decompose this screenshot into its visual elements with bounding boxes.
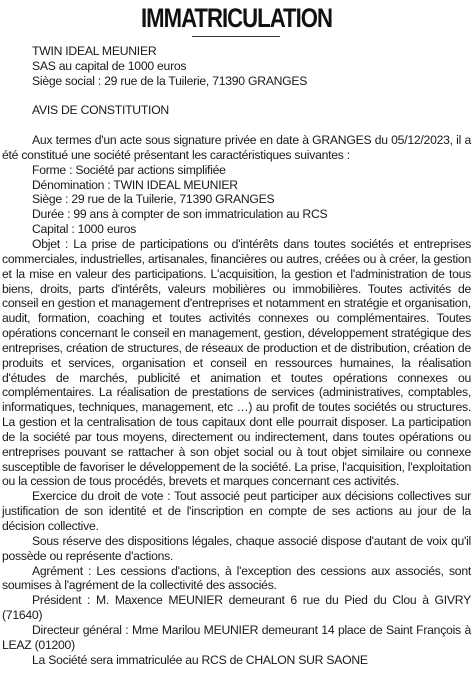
- title-underline: [192, 36, 280, 37]
- field-forme: Forme : Société par actions simplifiée: [32, 162, 226, 177]
- company-name: TWIN IDEAL MEUNIER: [32, 44, 157, 58]
- company-siege: Siège social : 29 rue de la Tuilerie, 71390 GRANGES: [32, 73, 308, 88]
- directeur-paragraph: Directeur général : Mme Marilou MEUNIER demeurant 14 place de Saint François à LEAZ (01200): [2, 622, 471, 652]
- immatriculation-paragraph: La Société sera immatriculée au RCS de CHALON SUR SAONE: [32, 652, 368, 667]
- spacer: [2, 89, 471, 104]
- company-capital: SAS au capital de 1000 euros: [32, 58, 187, 73]
- president-paragraph: Président : M. Maxence MEUNIER demeurant 6 rue du Pied du Clou à GIVRY (71640): [2, 593, 471, 623]
- notice-type: AVIS DE CONSTITUTION: [32, 103, 169, 118]
- objet-paragraph: Objet : La prise de participations ou d'intérêts dans toutes sociétés et entreprises commerciales, industrielles, artisanales, financières ou autres, créées ou à créer, la gestion et la mise en valeur des participations. L'acquisition, la gestion et l'administration de tous biens, droits, parts d'intérêts, valeurs mobilières ou immobilières. Toutes activités de conseil en gestion et management d'entreprises et notamment en stratégie et organisation, audit, formation, coaching et toutes activités connexes ou complémentaires. Toutes opérations concernant le conseil en management, gestion, développement stratégique des entreprises, création de structures, de réseaux de production et de distribution, création de produits et services, organisation et conseil en ressources humaines, la réalisation d'études de marchés, publicité et animation et toutes opérations connexes ou complémentaires. La réalisation de prestations de services (administratives, comptables, informatiques, techniques, management, etc …) au profit de toutes sociétés ou structures. La gestion et la centralisation de tous capitaux dont elle pourrait disposer. La participation de la société par tous moyens, directement ou indirectement, dans toutes opérations ou entreprises pouvant se rattacher à son objet social ou à tout objet similaire ou connexe susceptible de favoriser le développement de la société. La prise, l'acquisition, l'exploitation ou la cession de tous procédés, brevets et marques concernant ces activités.: [2, 236, 471, 489]
- field-capital: Capital : 1000 euros: [32, 222, 137, 237]
- notice-body: [2, 44, 471, 667]
- spacer: [2, 118, 471, 133]
- intro-paragraph: Aux termes d'un acte sous signature privée en date à GRANGES du 05/12/2023, il a été constitué une société présentant les caractéristiques suivantes :: [2, 133, 471, 162]
- field-duree: Durée : 99 ans à compter de son immatriculation au RCS: [32, 207, 328, 222]
- agrement-paragraph: Agrément : Les cessions d'actions, à l'exception des cessions aux associés, sont soumises à l'agrément de la collectivité des associés.: [2, 563, 471, 593]
- reserve-paragraph: Sous réserve des dispositions légales, chaque associé dispose d'autant de voix qu'il possède ou représente d'actions.: [2, 533, 471, 563]
- notice-title: IMMATRICULATION: [140, 3, 333, 33]
- field-denomination: Dénomination : TWIN IDEAL MEUNIER: [32, 177, 238, 192]
- vote-paragraph: Exercice du droit de vote : Tout associé peut participer aux décisions collectives sur justification de son identité et de l'inscription en compte de ses actions au jour de la décision collective.: [2, 489, 471, 533]
- field-siege: Siège : 29 rue de la Tuilerie, 71390 GRANGES: [32, 192, 275, 207]
